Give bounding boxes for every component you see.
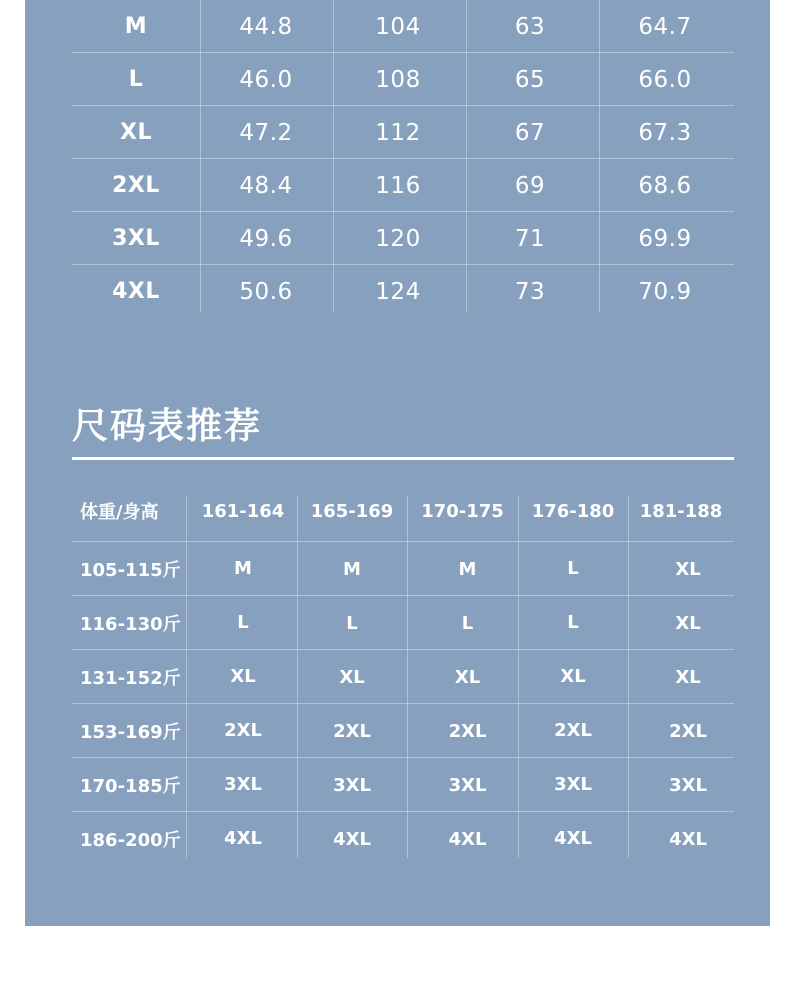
column-divider	[407, 496, 408, 858]
size-measurement-table	[72, 0, 734, 318]
weight-label: 116-130斤	[80, 614, 181, 635]
table-cell: M	[458, 558, 477, 580]
height-header: 165-169	[310, 500, 394, 522]
table-row	[72, 106, 734, 159]
table-cell: 3XL	[669, 774, 707, 796]
column-divider	[333, 0, 334, 312]
table-header-row	[72, 480, 734, 542]
column-divider	[186, 496, 187, 858]
table-cell: M	[234, 557, 252, 579]
weight-label: 131-152斤	[80, 668, 181, 689]
table-cell: 67	[514, 119, 546, 146]
table-cell: 2XL	[224, 719, 262, 741]
table-cell: L	[237, 611, 249, 633]
height-header: 181-188	[639, 500, 723, 522]
table-cell: 44.8	[239, 13, 293, 40]
table-cell: 69	[514, 172, 546, 199]
table-cell: 2XL	[669, 720, 707, 742]
table-cell: L	[346, 612, 358, 634]
column-divider	[297, 496, 298, 858]
table-cell: XL	[560, 665, 586, 687]
table-cell: 50.6	[239, 278, 293, 305]
table-row	[72, 0, 734, 53]
table-cell: 2XL	[448, 720, 487, 742]
table-cell: L	[567, 611, 579, 633]
table-cell: 46.0	[239, 66, 293, 93]
corner-label: 体重/身高	[80, 502, 159, 523]
table-cell: XL	[675, 558, 701, 580]
table-cell: 2XL	[333, 720, 371, 742]
table-cell: 4XL	[669, 828, 707, 850]
table-cell: 67.3	[638, 119, 692, 146]
size-label: L	[128, 67, 144, 92]
table-cell: L	[461, 612, 474, 634]
table-cell: XL	[675, 612, 701, 634]
table-cell: L	[567, 557, 579, 579]
column-divider	[200, 0, 201, 312]
size-label: XL	[120, 120, 152, 145]
height-header: 161-164	[201, 500, 285, 522]
table-cell: 47.2	[239, 119, 293, 146]
table-cell: 4XL	[448, 828, 487, 850]
table-cell: XL	[339, 666, 365, 688]
table-cell: 66.0	[638, 66, 692, 93]
weight-label: 170-185斤	[80, 776, 181, 797]
table-row	[72, 704, 734, 758]
table-cell: 108	[375, 66, 421, 93]
size-label: 3XL	[112, 226, 160, 251]
table-row	[72, 650, 734, 704]
column-divider	[599, 0, 600, 312]
table-row	[72, 212, 734, 265]
table-cell: 69.9	[638, 225, 692, 252]
table-cell: 48.4	[239, 172, 293, 199]
column-divider	[466, 0, 467, 312]
section-title: 尺码表推荐	[72, 406, 263, 447]
table-cell: 120	[375, 225, 421, 252]
table-row	[72, 596, 734, 650]
table-cell: 3XL	[448, 774, 487, 796]
table-cell: 64.7	[638, 13, 692, 40]
table-cell: 3XL	[224, 773, 262, 795]
weight-label: 186-200斤	[80, 830, 181, 851]
table-cell: M	[343, 558, 361, 580]
title-underline	[72, 457, 734, 460]
table-cell: 73	[514, 278, 546, 305]
table-row	[72, 53, 734, 106]
table-cell: 70.9	[638, 278, 692, 305]
table-row	[72, 159, 734, 212]
table-cell: 112	[375, 119, 421, 146]
table-cell: 4XL	[224, 827, 262, 849]
table-cell: 71	[514, 225, 546, 252]
table-cell: 3XL	[554, 773, 592, 795]
table-cell: 3XL	[333, 774, 371, 796]
table-cell: XL	[454, 666, 481, 688]
height-header: 170-175	[421, 500, 504, 522]
table-row	[72, 812, 734, 866]
size-label: M	[124, 14, 148, 39]
table-cell: 2XL	[554, 719, 592, 741]
table-row	[72, 758, 734, 812]
table-cell: 4XL	[554, 827, 592, 849]
table-cell: XL	[230, 665, 256, 687]
table-cell: 63	[514, 13, 546, 40]
table-row	[72, 542, 734, 596]
height-header: 176-180	[531, 500, 615, 522]
table-cell: 116	[375, 172, 421, 199]
table-cell: 124	[375, 278, 421, 305]
table-cell: 104	[375, 13, 421, 40]
size-label: 4XL	[112, 279, 160, 304]
table-cell: 49.6	[239, 225, 293, 252]
column-divider	[518, 496, 519, 858]
weight-label: 105-115斤	[80, 560, 181, 581]
table-row	[72, 265, 734, 318]
table-cell: 4XL	[333, 828, 371, 850]
size-label: 2XL	[112, 173, 160, 198]
weight-label: 153-169斤	[80, 722, 181, 743]
column-divider	[628, 496, 629, 858]
size-recommendation-table	[72, 480, 734, 866]
table-cell: 68.6	[638, 172, 692, 199]
table-cell: XL	[675, 666, 701, 688]
table-cell: 65	[514, 66, 546, 93]
